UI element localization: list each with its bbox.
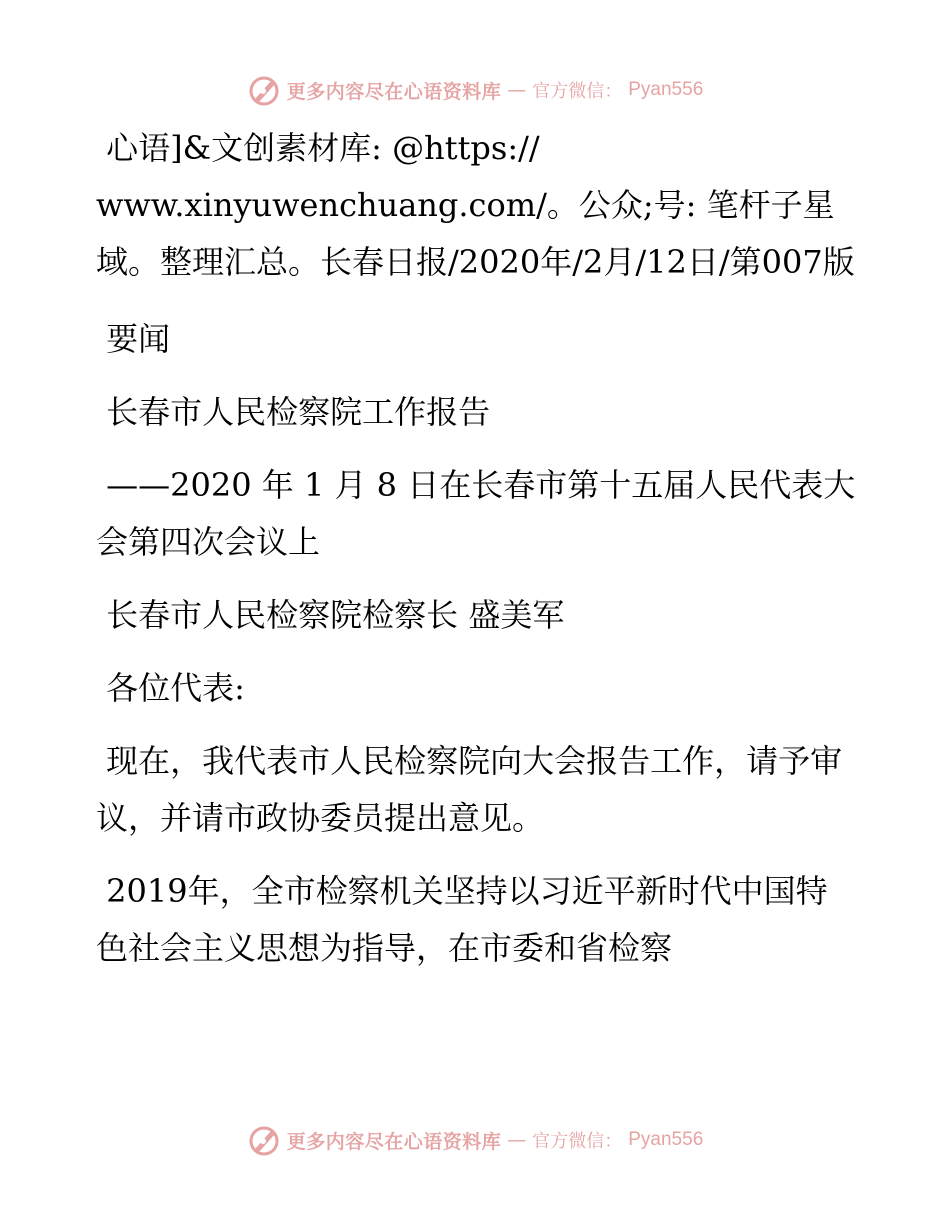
watermark-wechat-id: Pyan556: [628, 79, 704, 100]
body-paragraph: 现在，我代表市人民检察院向大会报告工作，请予审议，并请市政协委员提出意见。: [96, 742, 843, 837]
body-paragraph: 2019年，全市检察机关坚持以习近平新时代中国特色社会主义思想为指导，在市委和省检察: [96, 872, 828, 967]
watermark-label: 官方微信：: [532, 1131, 623, 1152]
watermark-label: 官方微信：: [532, 81, 623, 102]
section-label: 要闻: [96, 320, 171, 358]
watermark-text: 更多内容尽在心语资料库: [286, 80, 502, 103]
watermark-text: 更多内容尽在心语资料库: [286, 1130, 502, 1153]
footer-watermark: [0, 1118, 950, 1162]
report-title: 长春市人民检察院工作报告: [96, 393, 491, 431]
source-paragraph: 心语]&文创素材库: @https:// www.xinyuwenchuang.com/。公众;号: 笔杆子星域。整理汇总。长春日报/2020年/2月/12日/第007版: [96, 129, 855, 281]
header-watermark: [0, 68, 950, 112]
report-subtitle: ——2020 年 1 月 8 日在长春市第十五届人民代表大会第四次会议上: [96, 466, 856, 561]
watermark-separator: —: [507, 79, 527, 101]
pen-circle-logo-icon: [247, 1123, 281, 1157]
watermark-wechat-id: Pyan556: [628, 1129, 704, 1150]
document-body: [96, 120, 856, 993]
pen-circle-logo-icon: [247, 73, 281, 107]
report-author: 长春市人民检察院检察长 盛美军: [96, 596, 565, 634]
salutation: 各位代表:: [96, 669, 245, 707]
watermark-separator: —: [507, 1129, 527, 1151]
